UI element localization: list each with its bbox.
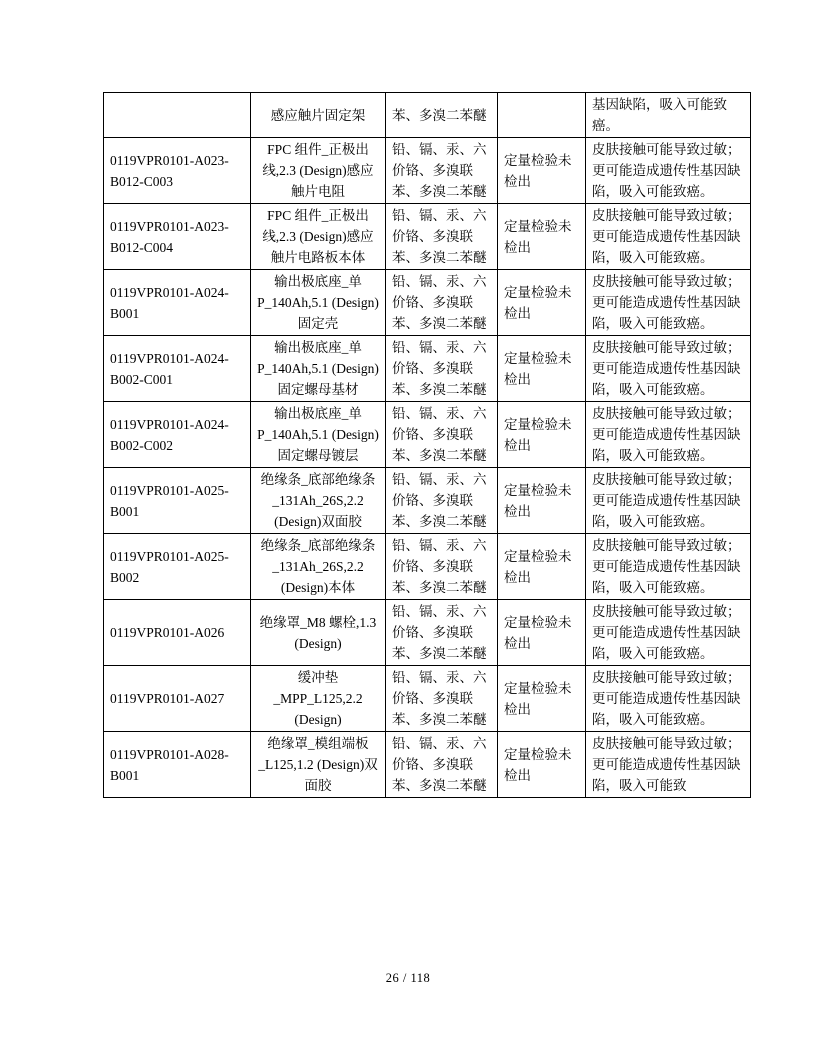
part-number-cell: 0119VPR0101-A027 bbox=[104, 666, 251, 732]
component-name-cell: 绝缘条_底部绝缘条_131Ah_26S,2.2 (Design)双面胶 bbox=[251, 468, 386, 534]
component-name-cell: 缓冲垫_MPP_L125,2.2 (Design) bbox=[251, 666, 386, 732]
hazard-statement-cell: 皮肤接触可能导致过敏；更可能造成遗传性基因缺陷，吸入可能致癌。 bbox=[586, 270, 751, 336]
component-name-cell: 绝缘罩_M8 螺栓,1.3 (Design) bbox=[251, 600, 386, 666]
table-row bbox=[104, 93, 751, 138]
part-number-cell: 0119VPR0101-A024-B001 bbox=[104, 270, 251, 336]
component-name-cell: FPC 组件_正极出线,2.3 (Design)感应触片电阻 bbox=[251, 138, 386, 204]
part-number-cell bbox=[104, 93, 251, 138]
table-row bbox=[104, 270, 751, 336]
component-name-cell: 绝缘条_底部绝缘条_131Ah_26S,2.2 (Design)本体 bbox=[251, 534, 386, 600]
restricted-substances-cell: 铅、镉、汞、六价铬、多溴联苯、多溴二苯醚 bbox=[386, 732, 498, 798]
table-row bbox=[104, 600, 751, 666]
table-row bbox=[104, 534, 751, 600]
hazard-statement-cell: 皮肤接触可能导致过敏；更可能造成遗传性基因缺陷，吸入可能致癌。 bbox=[586, 600, 751, 666]
hazardous-substance-table bbox=[103, 92, 751, 798]
component-name-cell: FPC 组件_正极出线,2.3 (Design)感应触片电路板本体 bbox=[251, 204, 386, 270]
restricted-substances-cell: 苯、多溴二苯醚 bbox=[386, 93, 498, 138]
hazard-statement-cell: 皮肤接触可能导致过敏；更可能造成遗传性基因缺陷，吸入可能致癌。 bbox=[586, 468, 751, 534]
restricted-substances-cell: 铅、镉、汞、六价铬、多溴联苯、多溴二苯醚 bbox=[386, 138, 498, 204]
hazard-statement-cell: 皮肤接触可能导致过敏；更可能造成遗传性基因缺陷，吸入可能致 bbox=[586, 732, 751, 798]
restricted-substances-cell: 铅、镉、汞、六价铬、多溴联苯、多溴二苯醚 bbox=[386, 666, 498, 732]
test-result-cell: 定量检验未检出 bbox=[498, 336, 586, 402]
component-name-cell: 输出极底座_单P_140Ah,5.1 (Design) 固定螺母基材 bbox=[251, 336, 386, 402]
restricted-substances-cell: 铅、镉、汞、六价铬、多溴联苯、多溴二苯醚 bbox=[386, 204, 498, 270]
test-result-cell: 定量检验未检出 bbox=[498, 534, 586, 600]
table-body bbox=[104, 93, 751, 798]
hazard-statement-cell: 皮肤接触可能导致过敏；更可能造成遗传性基因缺陷，吸入可能致癌。 bbox=[586, 336, 751, 402]
part-number-cell: 0119VPR0101-A025-B002 bbox=[104, 534, 251, 600]
test-result-cell: 定量检验未检出 bbox=[498, 204, 586, 270]
table-row bbox=[104, 666, 751, 732]
restricted-substances-cell: 铅、镉、汞、六价铬、多溴联苯、多溴二苯醚 bbox=[386, 336, 498, 402]
restricted-substances-cell: 铅、镉、汞、六价铬、多溴联苯、多溴二苯醚 bbox=[386, 270, 498, 336]
part-number-cell: 0119VPR0101-A023-B012-C004 bbox=[104, 204, 251, 270]
hazard-statement-cell: 皮肤接触可能导致过敏；更可能造成遗传性基因缺陷，吸入可能致癌。 bbox=[586, 534, 751, 600]
restricted-substances-cell: 铅、镉、汞、六价铬、多溴联苯、多溴二苯醚 bbox=[386, 534, 498, 600]
hazard-statement-cell: 皮肤接触可能导致过敏；更可能造成遗传性基因缺陷，吸入可能致癌。 bbox=[586, 204, 751, 270]
part-number-cell: 0119VPR0101-A025-B001 bbox=[104, 468, 251, 534]
table-row bbox=[104, 468, 751, 534]
table-row bbox=[104, 402, 751, 468]
restricted-substances-cell: 铅、镉、汞、六价铬、多溴联苯、多溴二苯醚 bbox=[386, 600, 498, 666]
component-name-cell: 输出极底座_单P_140Ah,5.1 (Design)固定壳 bbox=[251, 270, 386, 336]
test-result-cell: 定量检验未检出 bbox=[498, 468, 586, 534]
part-number-cell: 0119VPR0101-A024-B002-C002 bbox=[104, 402, 251, 468]
part-number-cell: 0119VPR0101-A028-B001 bbox=[104, 732, 251, 798]
part-number-cell: 0119VPR0101-A026 bbox=[104, 600, 251, 666]
table-row bbox=[104, 138, 751, 204]
test-result-cell: 定量检验未检出 bbox=[498, 270, 586, 336]
test-result-cell: 定量检验未检出 bbox=[498, 138, 586, 204]
table-row bbox=[104, 204, 751, 270]
page-number: 26 / 118 bbox=[385, 971, 431, 985]
component-name-cell: 绝缘罩_模组端板_L125,1.2 (Design)双面胶 bbox=[251, 732, 386, 798]
test-result-cell bbox=[498, 93, 586, 138]
test-result-cell: 定量检验未检出 bbox=[498, 402, 586, 468]
part-number-cell: 0119VPR0101-A024-B002-C001 bbox=[104, 336, 251, 402]
component-name-cell: 感应触片固定架 bbox=[251, 93, 386, 138]
component-name-cell: 输出极底座_单P_140Ah,5.1 (Design) 固定螺母镀层 bbox=[251, 402, 386, 468]
hazard-statement-cell: 皮肤接触可能导致过敏；更可能造成遗传性基因缺陷，吸入可能致癌。 bbox=[586, 666, 751, 732]
restricted-substances-cell: 铅、镉、汞、六价铬、多溴联苯、多溴二苯醚 bbox=[386, 468, 498, 534]
part-number-cell: 0119VPR0101-A023-B012-C003 bbox=[104, 138, 251, 204]
test-result-cell: 定量检验未检出 bbox=[498, 600, 586, 666]
test-result-cell: 定量检验未检出 bbox=[498, 732, 586, 798]
hazard-statement-cell: 皮肤接触可能导致过敏；更可能造成遗传性基因缺陷，吸入可能致癌。 bbox=[586, 402, 751, 468]
hazard-statement-cell: 基因缺陷，吸入可能致癌。 bbox=[586, 93, 751, 138]
table-row bbox=[104, 732, 751, 798]
restricted-substances-cell: 铅、镉、汞、六价铬、多溴联苯、多溴二苯醚 bbox=[386, 402, 498, 468]
hazard-statement-cell: 皮肤接触可能导致过敏；更可能造成遗传性基因缺陷，吸入可能致癌。 bbox=[586, 138, 751, 204]
test-result-cell: 定量检验未检出 bbox=[498, 666, 586, 732]
table-row bbox=[104, 336, 751, 402]
